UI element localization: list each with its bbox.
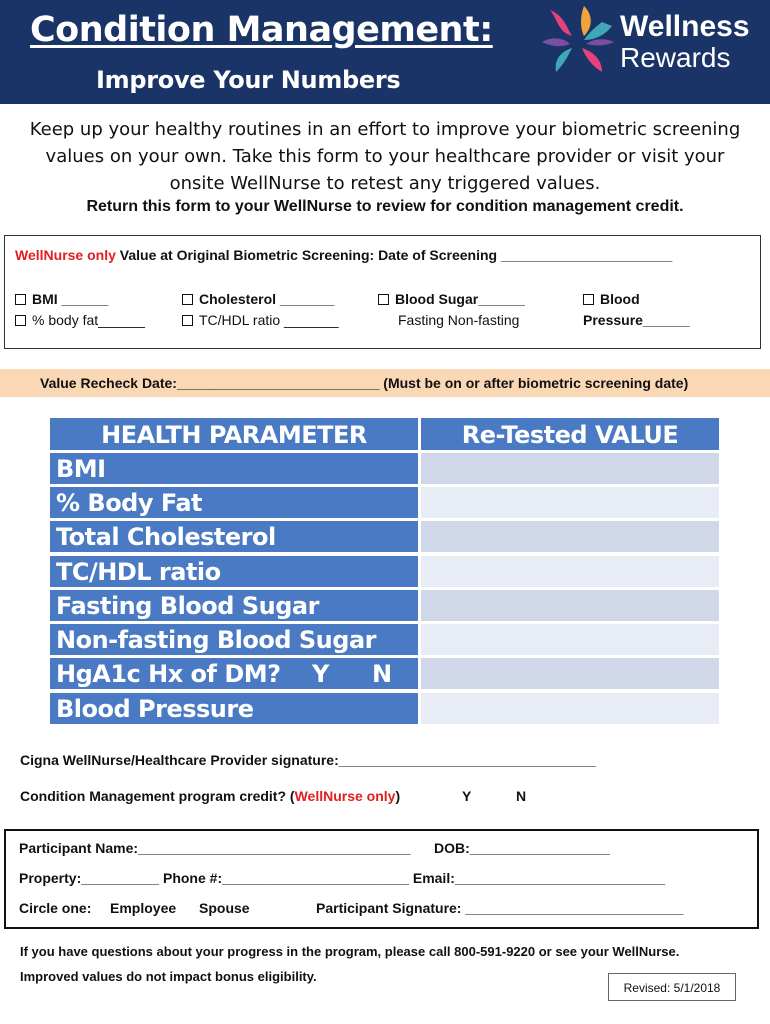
value-cell-fasting-blood-sugar[interactable] (421, 590, 719, 621)
tc-hdl-checkbox[interactable] (182, 315, 193, 326)
footer-bonus-note: Improved values do not impact bonus eligibility. (20, 969, 317, 984)
row-blood-pressure: Blood Pressure (50, 693, 418, 724)
program-credit-question (20, 788, 400, 804)
header-retested-value: Re-Tested VALUE (421, 418, 719, 450)
dob-field[interactable]: DOB:__________________ (434, 840, 610, 856)
credit-question-text: Condition Management program credit? ( (20, 788, 295, 804)
header-health-parameter: HEALTH PARAMETER (50, 418, 418, 450)
bmi-checkbox[interactable] (15, 294, 26, 305)
credit-wellnurse-only: WellNurse only (294, 788, 396, 804)
employee-option[interactable]: Employee (110, 900, 177, 916)
value-cell-total-cholesterol[interactable] (421, 521, 719, 552)
value-cell-body-fat[interactable] (421, 487, 719, 518)
hga1c-yes-option[interactable]: Y (312, 660, 329, 688)
credit-no-option[interactable]: N (516, 788, 527, 804)
tc-hdl-label: TC/HDL ratio _______ (199, 312, 339, 328)
header-banner (0, 0, 770, 104)
property-phone-email-fields[interactable]: Property:__________ Phone #:________________________ Email:___________________________ (19, 870, 666, 886)
bmi-label: BMI ______ (32, 291, 109, 307)
row-hga1c (50, 658, 418, 689)
value-cell-tc-hdl[interactable] (421, 556, 719, 587)
circle-one-label: Circle one: (19, 900, 92, 916)
cholesterol-checkbox[interactable] (182, 294, 193, 305)
row-nonfasting-blood-sugar: Non-fasting Blood Sugar (50, 624, 418, 655)
body-fat-checkbox[interactable] (15, 315, 26, 326)
recheck-date-field[interactable]: Value Recheck Date:__________________________ (Must be on or after biometric screening date) (40, 375, 689, 391)
fasting-options: Fasting Non-fasting (398, 312, 520, 328)
blood-sugar-label: Blood Sugar______ (395, 291, 525, 307)
cholesterol-item[interactable] (182, 291, 334, 307)
credit-question-close: ) (395, 788, 401, 804)
intro-paragraph (0, 116, 770, 197)
intro-line-2: values on your own. Take this form to your healthcare provider or visit your (45, 146, 725, 167)
return-instruction: Return this form to your WellNurse to review for condition management credit. (86, 198, 684, 215)
page-title: Condition Management: (30, 10, 493, 50)
tc-hdl-item[interactable] (182, 312, 339, 328)
participant-info-box (4, 829, 759, 929)
spouse-option[interactable]: Spouse (199, 900, 250, 916)
logo-mark-icon (536, 2, 618, 82)
blood-pressure-checkbox[interactable] (583, 294, 594, 305)
row-tc-hdl: TC/HDL ratio (50, 556, 418, 587)
original-screening-box (4, 235, 761, 349)
recheck-banner (0, 369, 770, 397)
value-cell-nonfasting-blood-sugar[interactable] (421, 624, 719, 655)
blood-sugar-item[interactable] (378, 291, 525, 307)
footer-contact-text: If you have questions about your progress in the program, please call 800-591-9220 or see your WellNurse. (20, 944, 680, 959)
row-fasting-blood-sugar: Fasting Blood Sugar (50, 590, 418, 621)
intro-line-1: Keep up your healthy routines in an effort to improve your biometric screening (29, 119, 741, 140)
wellness-rewards-logo (528, 0, 770, 90)
row-total-cholesterol: Total Cholesterol (50, 521, 418, 552)
blood-pressure-item[interactable] (583, 291, 640, 307)
credit-yes-option[interactable]: Y (462, 788, 472, 804)
blood-pressure-label-2: Pressure______ (583, 312, 690, 328)
health-parameter-table (50, 418, 720, 726)
wellnurse-only-label: WellNurse only (15, 247, 116, 263)
hga1c-label: HgA1c Hx of DM? (56, 660, 281, 688)
blood-sugar-checkbox[interactable] (378, 294, 389, 305)
value-cell-hga1c[interactable] (421, 658, 719, 689)
cholesterol-label: Cholesterol _______ (199, 291, 335, 307)
revised-date-box: Revised: 5/1/2018 (608, 973, 736, 1001)
provider-signature-field[interactable]: Cigna WellNurse/Healthcare Provider signature:_________________________________ (20, 752, 596, 768)
original-screening-header (15, 247, 672, 263)
body-fat-label: % body fat______ (32, 312, 145, 328)
participant-signature-field[interactable]: Participant Signature: ____________________________ (316, 900, 684, 916)
row-bmi: BMI (50, 453, 418, 484)
row-body-fat: % Body Fat (50, 487, 418, 518)
blood-pressure-label-1: Blood (600, 291, 640, 307)
logo-text-wellness: Wellness (620, 10, 750, 43)
intro-line-3: onsite WellNurse to retest any triggered values. (169, 173, 601, 194)
bmi-item[interactable] (15, 291, 108, 307)
logo-text-rewards: Rewards (620, 42, 731, 73)
participant-name-field[interactable]: Participant Name:___________________________________ (19, 840, 411, 856)
body-fat-item[interactable] (15, 312, 145, 328)
value-cell-blood-pressure[interactable] (421, 693, 719, 724)
hga1c-no-option[interactable]: N (372, 660, 392, 688)
value-cell-bmi[interactable] (421, 453, 719, 484)
original-screening-label: Value at Original Biometric Screening: Date of Screening ______________________ (115, 247, 673, 263)
page-subtitle: Improve Your Numbers (96, 66, 401, 94)
